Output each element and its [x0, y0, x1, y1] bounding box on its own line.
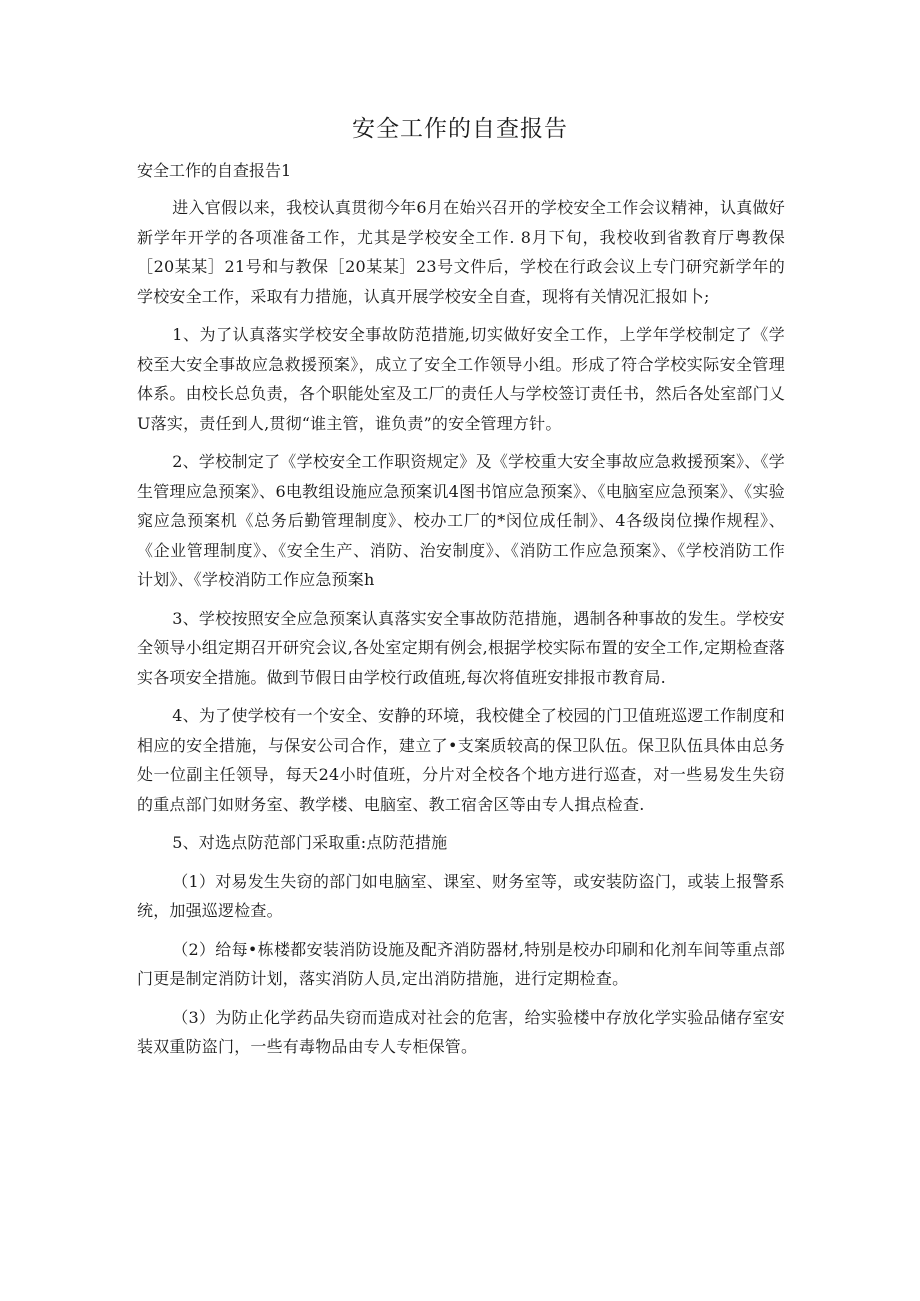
paragraph-sub-item-1: （1）对易发生失窃的部门如电脑室、课室、财务室等，或安装防盗门，或装上报警系统，加强巡逻检查。 — [137, 871, 785, 920]
paragraph-item-5: 5、对选点防范部门采取重:点防范措施 — [172, 833, 448, 852]
document-body — [137, 193, 785, 1071]
paragraph-sub-item-2: （2）给每•栋楼都安装消防设施及配齐消防器材,特别是校办印刷和化剂车间等重点部门更是制定消防计划，落实消防人员,定出消防措施，进行定期检查。 — [137, 939, 785, 988]
document-title: 安全工作的自查报告 — [352, 116, 568, 142]
paragraph-item-3: 3、学校按照安全应急预案认真落实安全事故防范措施，遇制各种事故的发生。学校安全领导小组定期召开研究会议,各处室定期有例会,根据学校实际布置的安全工作,定期检查落实各项安全措施。做到节假日由学校行政值班,每次将值班安排报市教育局. — [137, 608, 785, 687]
paragraph-item-4: 4、为了使学校有一个安全、安静的环境，我校健全了校园的门卫值班巡逻工作制度和相应的安全措施，与保安公司合作，建立了•支案质较高的保卫队伍。保卫队伍具体由总务处一位副主任领导，每天24小时值班，分片对全校各个地方进行巡查，对一些易发生失窃的重点部门如财务室、教学楼、电脑室、教工宿舍区等由专人揖点检查. — [137, 706, 785, 814]
paragraph-sub-item-3: （3）为防止化学药品失窃而造成对社会的危害，给实验楼中存放化学实验品储存室安装双重防盗门，一些有毒物品由专人专柜保管。 — [137, 1007, 785, 1056]
paragraph-item-2: 2、学校制定了《学校安全工作职资规定》及《学校重大安全事故应急救援预案》、《学生管理应急预案》、6电教组设施应急预案讥4图书馆应急预案》、《电脑室应急预案》、《实验窕应急预案机《总务后勤管理制度》、校办工厂的*闵位成任制》、4各级岗位操作规程》、《企业管理制度》、《安全生产、消防、治安制度》、《消防工作应急预案》、《学校消防工作计划》、《学校消防工作应急预案h — [137, 452, 785, 589]
paragraph-intro: 进入官假以来，我校认真贯彻今年6月在始兴召开的学校安全工作会议精神，认真做好新学年开学的各项准备工作，尤其是学校安全工作. 8月下旬，我校收到省教育厅粤教保［20某某］21号和与教保［20某某］23号文件后，学校在行政会议上专门研究新学年的学校安全工作，采取有力措施，认真开展学校安全自查，现将有关情况汇报如卜; — [137, 198, 785, 306]
document-subtitle: 安全工作的自查报告1 — [137, 161, 292, 180]
paragraph-item-1: 1、为了认真落实学校安全事故防范措施,切实做好安全工作，上学年学校制定了《学校至大安全事故应急救援预案》，成立了安全工作领导小组。形成了符合学校实际安全管理体系。由校长总负责，各个职能处室及工厂的责任人与学校签订责任书，然后各处室部门乂U落实，责任到人,贯彻“谁主管，谁负责”的安全管理方针。 — [137, 325, 786, 433]
